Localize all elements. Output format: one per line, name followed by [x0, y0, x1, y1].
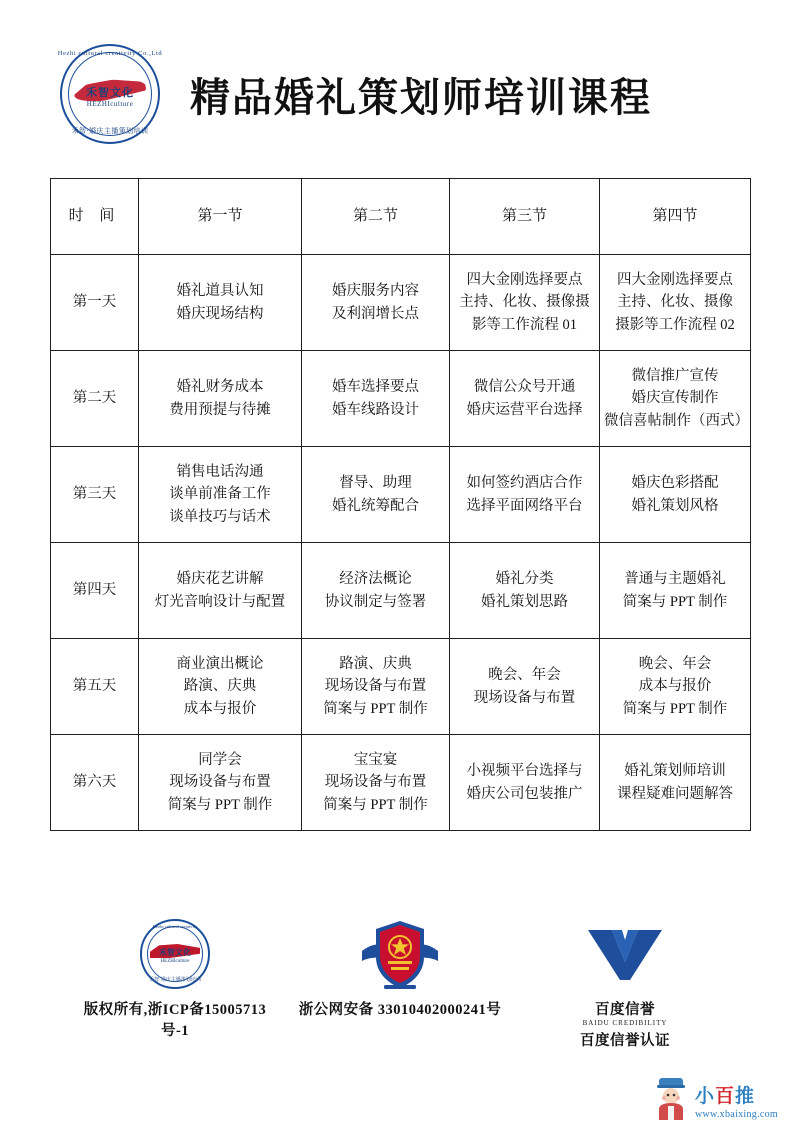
- schedule-table-body: [51, 255, 751, 831]
- cell-lines: [143, 568, 297, 613]
- cell-session-1: [139, 639, 302, 735]
- logo-arc-top-text: Hezhi cultural creativity Co.,Ltd: [57, 50, 163, 57]
- cell-line: 路演、庆典: [339, 655, 412, 672]
- cell-line: 路演、庆典: [183, 678, 257, 695]
- seal-arc-bottom-text: 禾智·婚庆主播策划培训: [149, 978, 201, 983]
- cell-line: 谈单技巧与话术: [169, 508, 271, 525]
- cell-line: 婚庆服务内容: [332, 283, 419, 300]
- cell-session-3: [450, 543, 600, 639]
- logo-cn-name: 禾智文化: [86, 87, 134, 99]
- cell-line: 影等工作流程 01: [471, 316, 578, 333]
- table-row: [51, 639, 751, 735]
- cell-line: 简案与 PPT 制作: [323, 700, 428, 717]
- cell-line: 婚礼统筹配合: [332, 497, 419, 514]
- cell-line: 现场设备与布置: [324, 678, 427, 695]
- table-header-row: [51, 179, 751, 255]
- cell-session-4: [600, 735, 751, 831]
- cell-line: 督导、助理: [339, 475, 412, 492]
- table-row: [51, 735, 751, 831]
- watermark-brand: [695, 1087, 778, 1106]
- cell-line: 婚庆公司包装推广: [466, 785, 583, 802]
- cell-lines: [604, 760, 746, 805]
- table-row: [51, 447, 751, 543]
- cell-lines: [604, 568, 746, 613]
- cell-day: 第五天: [51, 639, 139, 735]
- watermark-brand-part1: 小: [694, 1086, 715, 1107]
- cell-session-1: [139, 447, 302, 543]
- baidu-v-svg: [582, 924, 668, 984]
- cell-line: 婚礼道具认知: [176, 283, 264, 300]
- cell-session-3: [450, 447, 600, 543]
- cell-line: 经济法概论: [339, 571, 412, 588]
- cell-session-4: [600, 639, 751, 735]
- watermark-mascot-icon: [651, 1076, 691, 1120]
- cell-line: 小视频平台选择与: [466, 763, 583, 780]
- cell-line: 晚会、年会: [638, 655, 712, 672]
- cell-line: 婚庆宣传制作: [631, 390, 719, 407]
- cell-lines: [143, 376, 297, 421]
- cell-lines: [306, 568, 445, 613]
- cell-line: 婚庆花艺讲解: [176, 571, 264, 588]
- cell-session-1: [139, 735, 302, 831]
- cell-line: 晚会、年会: [488, 667, 561, 684]
- cell-line: 婚礼策划思路: [481, 593, 568, 610]
- cell-session-2: [302, 543, 450, 639]
- cell-line: 微信公众号开通: [473, 379, 576, 396]
- cell-day: 第一天: [51, 255, 139, 351]
- cell-line: 婚车线路设计: [332, 401, 419, 418]
- logo-arc-bottom-text: 禾智·婚庆主播策划培训: [71, 127, 149, 135]
- table-row: [51, 351, 751, 447]
- cell-line: 主持、化妆、摄像摄: [459, 294, 590, 311]
- cell-line: 婚礼分类: [495, 571, 554, 588]
- police-record-text: 浙公网安备 33010402000241号: [298, 1002, 502, 1018]
- cell-line: 婚车选择要点: [332, 379, 419, 396]
- cell-session-4: [600, 255, 751, 351]
- page-header: [0, 0, 800, 140]
- cell-line: 摄影等工作流程 02: [615, 316, 735, 333]
- cell-line: 简案与 PPT 制作: [622, 700, 728, 717]
- baidu-credibility-caption: 百度信誉: [595, 1002, 655, 1018]
- cell-line: 谈单前准备工作: [169, 486, 271, 503]
- column-header-session-1: 第一节: [139, 179, 302, 255]
- cell-session-2: [302, 447, 450, 543]
- cell-session-2: [302, 639, 450, 735]
- table-row: [51, 543, 751, 639]
- cell-line: 课程疑难问题解答: [617, 785, 733, 802]
- watermark-brand-part3: 推: [735, 1086, 756, 1107]
- police-emblem-icon: [295, 916, 505, 992]
- cell-session-2: [302, 255, 450, 351]
- cell-lines: [306, 653, 445, 720]
- footer-badges: [0, 916, 800, 1050]
- column-header-session-2: 第二节: [302, 179, 450, 255]
- cell-lines: [454, 568, 595, 613]
- cell-line: 婚庆现场结构: [176, 305, 264, 322]
- badge-copyright: [70, 916, 280, 1050]
- cell-lines: [306, 376, 445, 421]
- cell-line: 简案与 PPT 制作: [167, 796, 273, 813]
- cell-session-4: [600, 543, 751, 639]
- column-header-time: 时 间: [51, 179, 139, 255]
- cell-lines: [306, 472, 445, 517]
- cell-line: 现场设备与布置: [473, 689, 576, 706]
- cell-line: 现场设备与布置: [169, 774, 271, 791]
- cell-line: 选择平面网络平台: [466, 497, 583, 514]
- seal-arc-top-text: Hezhi cultural creativity: [152, 924, 198, 929]
- cell-line: 微信推广宣传: [631, 367, 719, 384]
- seal-graphic: [138, 917, 212, 991]
- watermark-brand-part2: 百: [714, 1086, 735, 1107]
- watermark-url: www.xbaixing.com: [694, 1109, 778, 1120]
- cell-line: 简案与 PPT 制作: [622, 593, 728, 610]
- cell-lines: [454, 664, 595, 709]
- cell-line: 宝宝宴: [353, 751, 398, 768]
- cell-line: 协议制定与签署: [324, 593, 427, 610]
- cell-session-1: [139, 255, 302, 351]
- cell-day: 第二天: [51, 351, 139, 447]
- cell-lines: [604, 472, 746, 517]
- cell-session-2: [302, 735, 450, 831]
- cell-line: 四大金刚选择要点: [617, 271, 733, 288]
- cell-line: 普通与主题婚礼: [624, 571, 726, 588]
- page-footer: [0, 916, 800, 1066]
- baidu-credibility-subcaption: BAIDU CREDIBILITY: [582, 1019, 668, 1027]
- cell-line: 四大金刚选择要点: [466, 271, 583, 288]
- cell-line: 现场设备与布置: [324, 774, 427, 791]
- company-logo-icon: [56, 40, 164, 148]
- cell-lines: [143, 749, 297, 816]
- icp-license-text: 版权所有,浙ICP备15005713号-1: [83, 1002, 267, 1039]
- cell-line: 婚礼策划风格: [631, 497, 719, 514]
- cell-line: 同学会: [198, 751, 242, 768]
- cell-session-3: [450, 255, 600, 351]
- cell-day: 第三天: [51, 447, 139, 543]
- cell-session-3: [450, 735, 600, 831]
- cell-line: 如何签约酒店合作: [466, 475, 583, 492]
- cell-line: 商业演出概论: [176, 655, 264, 672]
- cell-session-4: [600, 351, 751, 447]
- logo-en-name: HEZHIculture: [86, 100, 134, 108]
- cell-lines: [306, 749, 445, 816]
- seal-en-name: HEZHIculture: [160, 959, 190, 964]
- cell-lines: [143, 653, 297, 720]
- cell-lines: [143, 461, 297, 528]
- page-title: 精品婚礼策划师培训课程: [190, 74, 652, 120]
- baidu-credibility-icon: [520, 916, 730, 992]
- watermark-text: [695, 1087, 778, 1120]
- cell-line: 及利润增长点: [332, 305, 419, 322]
- cell-line: 成本与报价: [183, 700, 257, 717]
- column-header-session-3: 第三节: [450, 179, 600, 255]
- cell-session-1: [139, 543, 302, 639]
- baidu-credibility-certified: 百度信誉认证: [580, 1033, 670, 1049]
- schedule-table: [50, 178, 751, 831]
- cell-lines: [604, 365, 749, 432]
- cell-lines: [454, 269, 595, 336]
- cell-lines: [454, 760, 595, 805]
- cell-line: 灯光音响设计与配置: [154, 593, 286, 610]
- cell-lines: [604, 653, 746, 720]
- site-watermark: [651, 1076, 778, 1120]
- cell-line: 微信喜帖制作（西式）: [604, 412, 749, 429]
- cell-session-2: [302, 351, 450, 447]
- cell-session-1: [139, 351, 302, 447]
- cell-line: 销售电话沟通: [176, 463, 264, 480]
- cell-line: 婚礼财务成本: [176, 379, 264, 396]
- cell-line: 成本与报价: [638, 678, 712, 695]
- cell-line: 主持、化妆、摄像: [617, 294, 733, 311]
- column-header-session-4: 第四节: [600, 179, 751, 255]
- seal-cn-name: 禾智文化: [159, 948, 191, 957]
- cell-lines: [143, 280, 297, 325]
- cell-line: 简案与 PPT 制作: [323, 796, 428, 813]
- badge-police-record: [295, 916, 505, 1050]
- cell-session-3: [450, 351, 600, 447]
- table-row: [51, 255, 751, 351]
- cell-day: 第六天: [51, 735, 139, 831]
- cell-lines: [604, 269, 746, 336]
- cell-line: 费用预提与待摊: [169, 401, 271, 418]
- badge-baidu-credibility: [520, 916, 730, 1050]
- cell-lines: [306, 280, 445, 325]
- cell-line: 婚礼策划师培训: [624, 763, 726, 780]
- schedule-table-wrapper: [50, 178, 750, 831]
- police-emblem-svg: [358, 917, 442, 991]
- cell-line: 婚庆运营平台选择: [466, 401, 583, 418]
- cell-lines: [454, 472, 595, 517]
- company-seal-icon: [70, 916, 280, 992]
- cell-line: 婚庆色彩搭配: [631, 475, 719, 492]
- cell-session-4: [600, 447, 751, 543]
- cell-session-3: [450, 639, 600, 735]
- cell-lines: [454, 376, 595, 421]
- cell-day: 第四天: [51, 543, 139, 639]
